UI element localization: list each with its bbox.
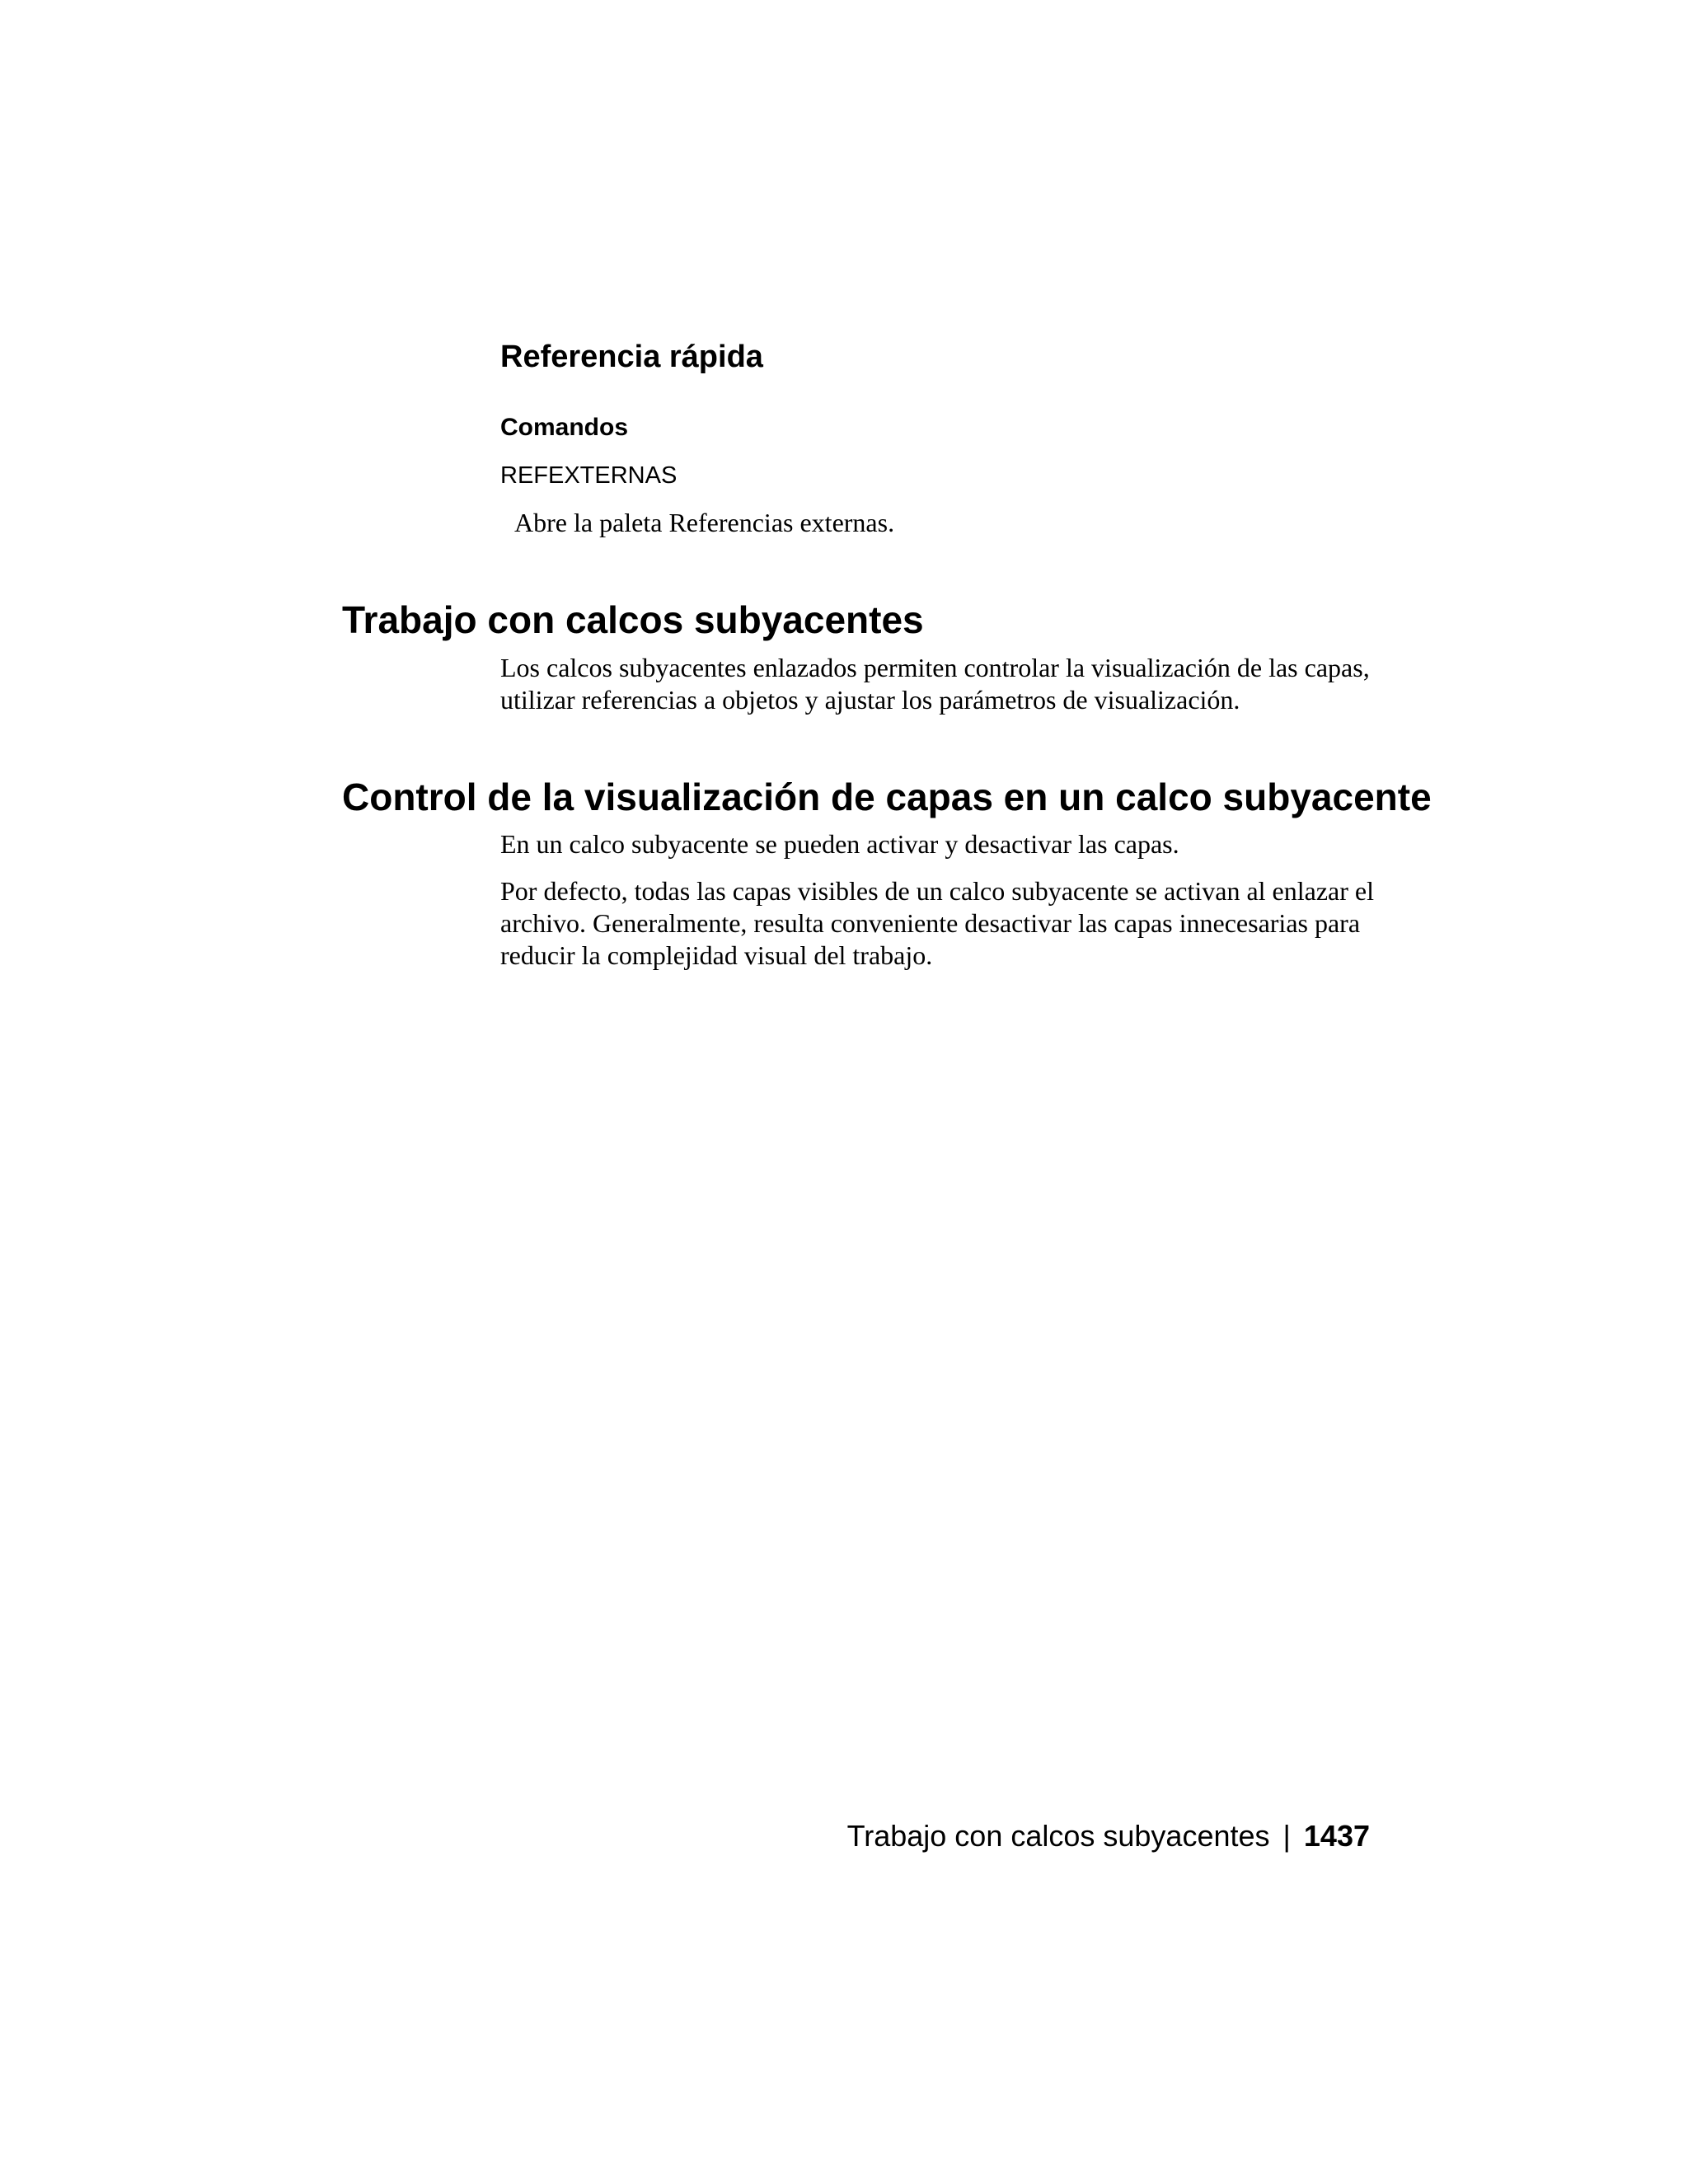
- command-description: Abre la paleta Referencias externas.: [514, 508, 895, 537]
- page-footer: [847, 1819, 1370, 1854]
- section-paragraph: Por defecto, todas las capas visibles de un calco subyacente se activan al enlazar el archivo. Generalmente, resulta conveniente desactivar las capas innecesarias para reducir la complejidad visual del trabajo.: [500, 876, 1374, 970]
- quick-reference-heading: Referencia rápida: [500, 340, 763, 374]
- section-title-trabajo: Trabajo con calcos subyacentes: [342, 598, 924, 641]
- page-number: 1437: [1303, 1819, 1370, 1853]
- footer-separator: |: [1282, 1819, 1291, 1853]
- commands-label: Comandos: [500, 414, 629, 441]
- command-name: REFEXTERNAS: [500, 462, 678, 489]
- footer-running-title: Trabajo con calcos subyacentes: [846, 1819, 1270, 1853]
- section-paragraph: En un calco subyacente se pueden activar y desactivar las capas.: [500, 829, 1179, 859]
- section-paragraph: Los calcos subyacentes enlazados permiten controlar la visualización de las capas, utilizar referencias a objetos y ajustar los parámetros de visualización.: [500, 653, 1370, 715]
- section-title-control: Control de la visualización de capas en un calco subyacente: [342, 776, 1432, 818]
